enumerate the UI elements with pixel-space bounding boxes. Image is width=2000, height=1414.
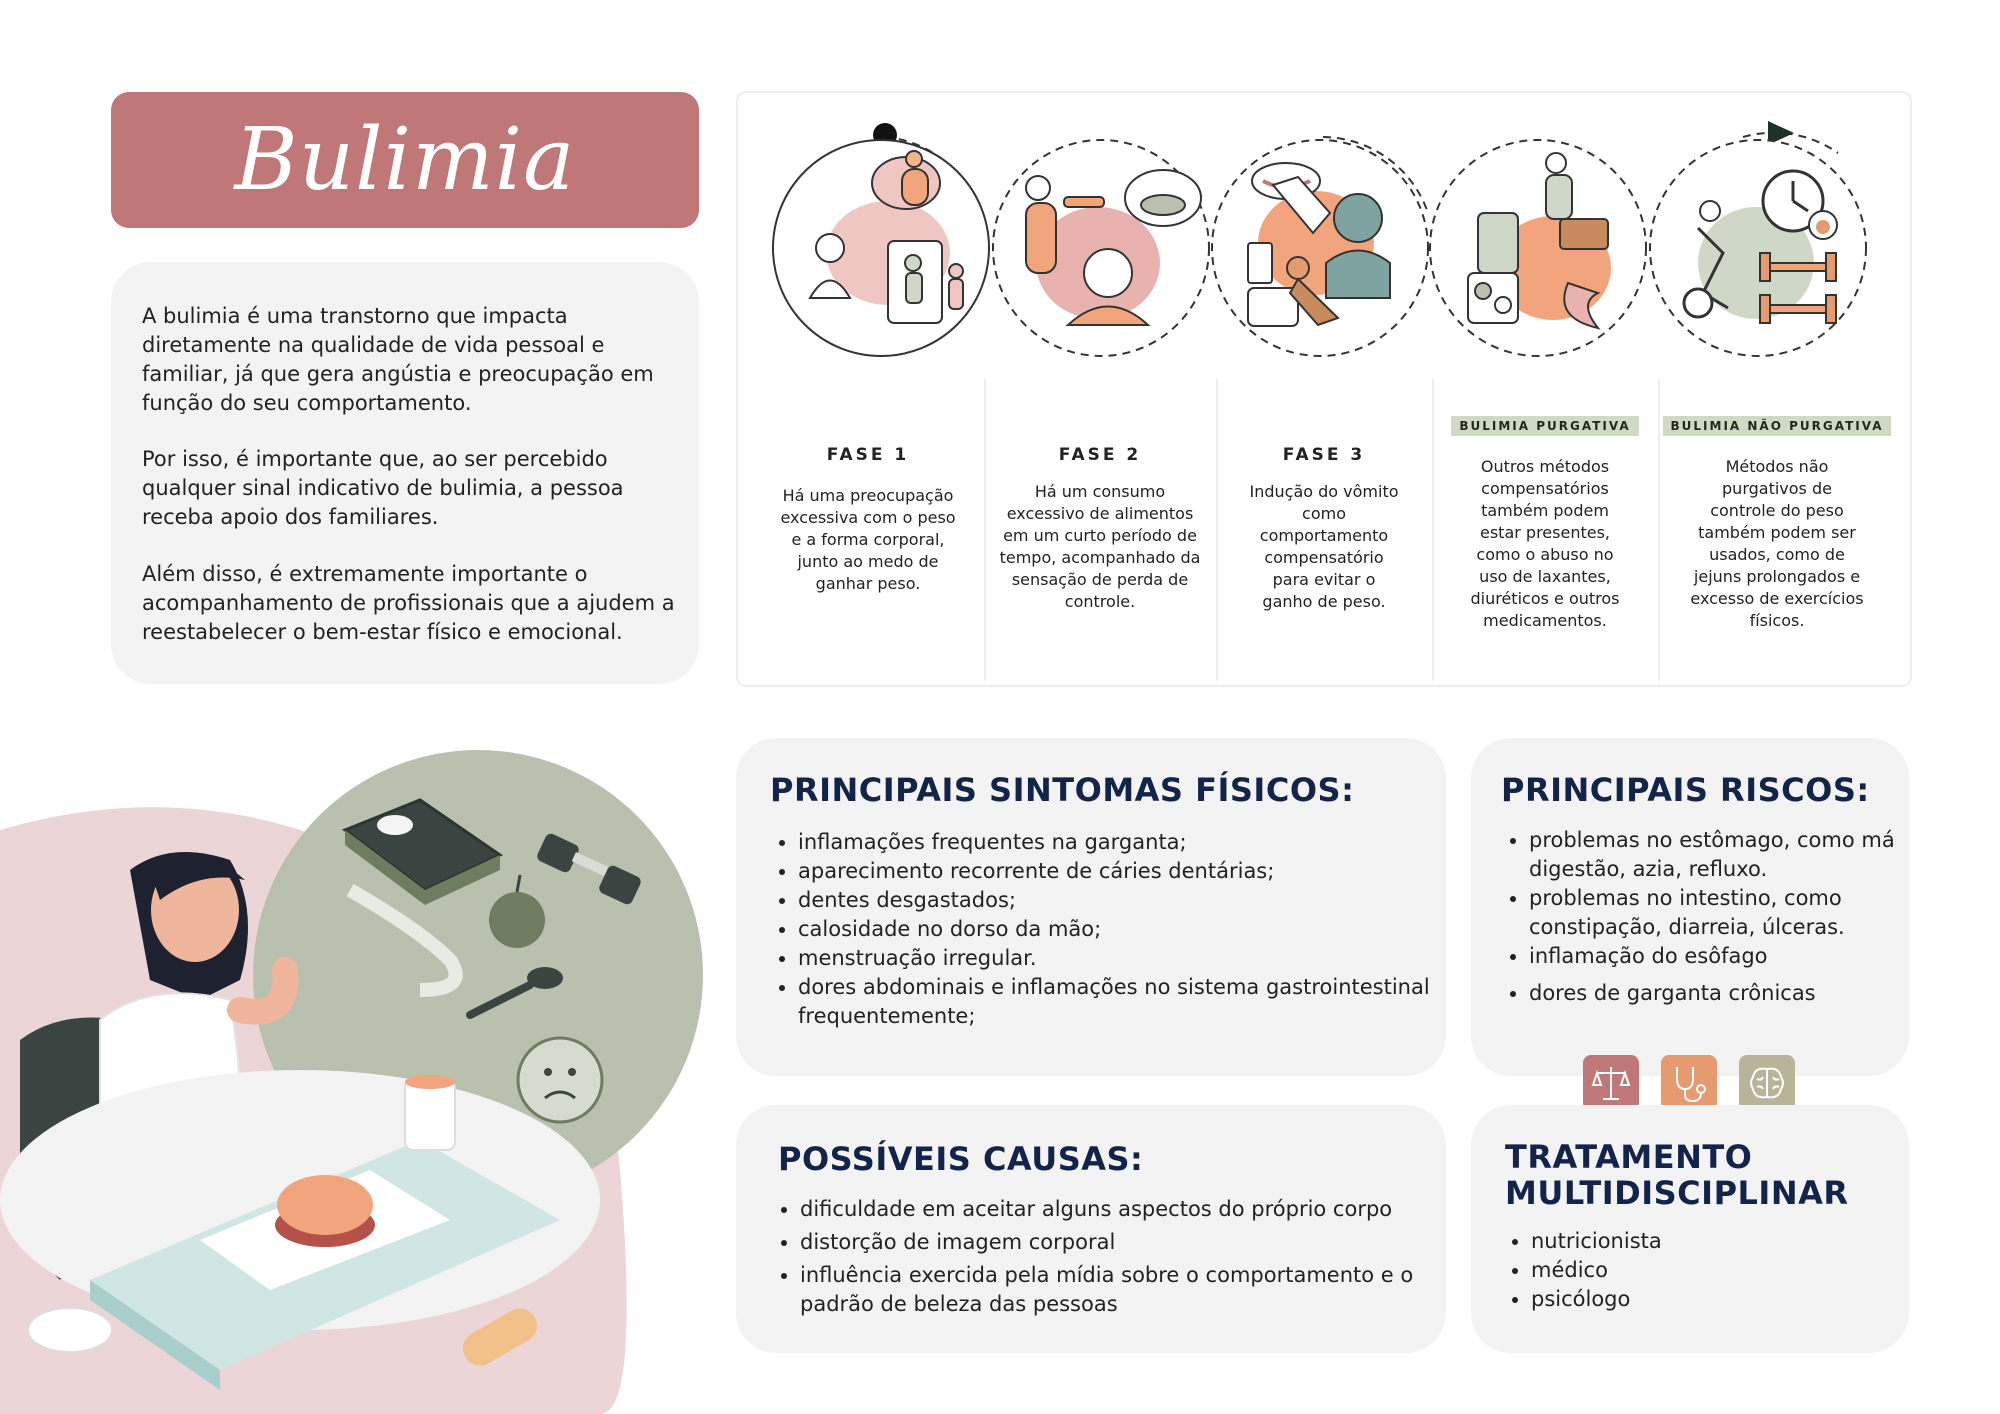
- causas-title: POSSÍVEIS CAUSAS:: [778, 1140, 1144, 1178]
- list-item: • problemas no intestino, como constipação, diarreia, úlceras.: [1529, 884, 1909, 942]
- phase-purgativa-text: Outros métodos compensatórios também podem estar presentes, como o abuso no uso de laxantes, diuréticos e outros medicamentos.: [1470, 457, 1620, 630]
- riscos-list: [1501, 826, 1909, 1008]
- list-item: • calosidade no dorso da mão;: [798, 915, 1438, 944]
- binge-eating-icon: [993, 140, 1209, 356]
- vomiting-icon: [1212, 140, 1428, 356]
- phase-1: [768, 379, 968, 679]
- phase-3-text: Indução do vômito como comportamento compensatório para evitar o ganho de peso.: [1249, 482, 1399, 611]
- list-item: • médico: [1531, 1256, 1911, 1285]
- list-item: • problemas no estômago, como má digestão, azia, refluxo.: [1529, 826, 1909, 884]
- intro-paragraph-2: Por isso, é importante que, ao ser percebido qualquer sinal indicativo de bulimia, a pessoa receba apoio dos familiares.: [142, 447, 624, 529]
- phase-1-title: FASE 1: [826, 445, 910, 465]
- intro-paragraph-3: Além disso, é extremamente importante o acompanhamento de profissionais que a ajudem a reestabelecer o bem-estar físico e emocional.: [142, 562, 675, 644]
- riscos-title: PRINCIPAIS RISCOS:: [1501, 771, 1870, 809]
- list-item: • inflamação do esôfago: [1529, 942, 1909, 971]
- list-item: • inflamações frequentes na garganta;: [798, 828, 1438, 857]
- causas-card: [736, 1105, 1446, 1353]
- intro-card: [111, 262, 699, 684]
- tratamento-card: [1471, 1105, 1909, 1353]
- burger-icon: [275, 1175, 375, 1247]
- laxatives-icon: [1430, 140, 1646, 356]
- phase-2-text: Há um consumo excessivo de alimentos em um curto período de tempo, acompanhado da sensação de perda de controle.: [999, 482, 1201, 611]
- list-item: • dores abdominais e inflamações no sistema gastrointestinal frequentemente;: [798, 973, 1438, 1031]
- exercise-fasting-icon: [1650, 140, 1866, 356]
- coffee-cup-icon: [405, 1075, 455, 1150]
- page-title: Bulimia: [234, 110, 576, 210]
- purgativa-tag: BULIMIA PURGATIVA: [1451, 416, 1638, 436]
- sintomas-card: [736, 738, 1446, 1076]
- title-banner: [111, 92, 699, 228]
- list-item: • dores de garganta crônicas: [1529, 979, 1909, 1008]
- body-image-icon: [773, 140, 989, 356]
- list-item: • dentes desgastados;: [798, 886, 1438, 915]
- phases-panel: [736, 91, 1912, 687]
- intro-paragraph-1: A bulimia é uma transtorno que impacta diretamente na qualidade de vida pessoal e familiar, já que gera angústia e preocupação em função do seu comportamento.: [142, 304, 654, 415]
- sintomas-list: [770, 828, 1438, 1031]
- sintomas-title: PRINCIPAIS SINTOMAS FÍSICOS:: [770, 771, 1355, 809]
- woman-eating-illustration: [0, 720, 710, 1414]
- list-item: • psicólogo: [1531, 1285, 1911, 1314]
- list-item: • dificuldade em aceitar alguns aspectos do próprio corpo: [800, 1195, 1450, 1224]
- phase-2-title: FASE 2: [1058, 445, 1142, 465]
- stethoscope-icon: [1661, 1055, 1717, 1111]
- phases-timeline: [738, 93, 1910, 379]
- riscos-card: [1471, 738, 1909, 1076]
- causas-list: [772, 1195, 1450, 1319]
- tratamento-title: TRATAMENTO MULTIDISCIPLINAR: [1505, 1138, 1849, 1212]
- phase-nao-purgativa-text: Métodos não purgativos de controle do peso também podem ser usados, como de jejuns prolongados e excesso de exercícios físicos.: [1690, 457, 1864, 630]
- nao-purgativa-tag: BULIMIA NÃO PURGATIVA: [1663, 416, 1892, 436]
- brain-icon: [1739, 1055, 1795, 1111]
- list-item: • aparecimento recorrente de cáries dentárias;: [798, 857, 1438, 886]
- phase-nao-purgativa: [1662, 379, 1892, 679]
- list-item: • menstruação irregular.: [798, 944, 1438, 973]
- sad-face-bubble-icon: [518, 1038, 602, 1122]
- justice-scale-icon: [1583, 1055, 1639, 1111]
- phase-1-text: Há uma preocupação excessiva com o peso e a forma corporal, junto ao medo de ganhar peso.: [780, 486, 956, 593]
- list-item: • nutricionista: [1531, 1227, 1911, 1256]
- list-item: • distorção de imagem corporal: [800, 1228, 1450, 1257]
- phase-3: [1220, 379, 1428, 679]
- phase-2: [988, 379, 1212, 679]
- tratamento-list: [1503, 1227, 1911, 1314]
- phase-3-title: FASE 3: [1282, 445, 1366, 465]
- list-item: • influência exercida pela mídia sobre o comportamento e o padrão de beleza das pessoas: [800, 1261, 1450, 1319]
- phase-purgativa: [1436, 379, 1654, 679]
